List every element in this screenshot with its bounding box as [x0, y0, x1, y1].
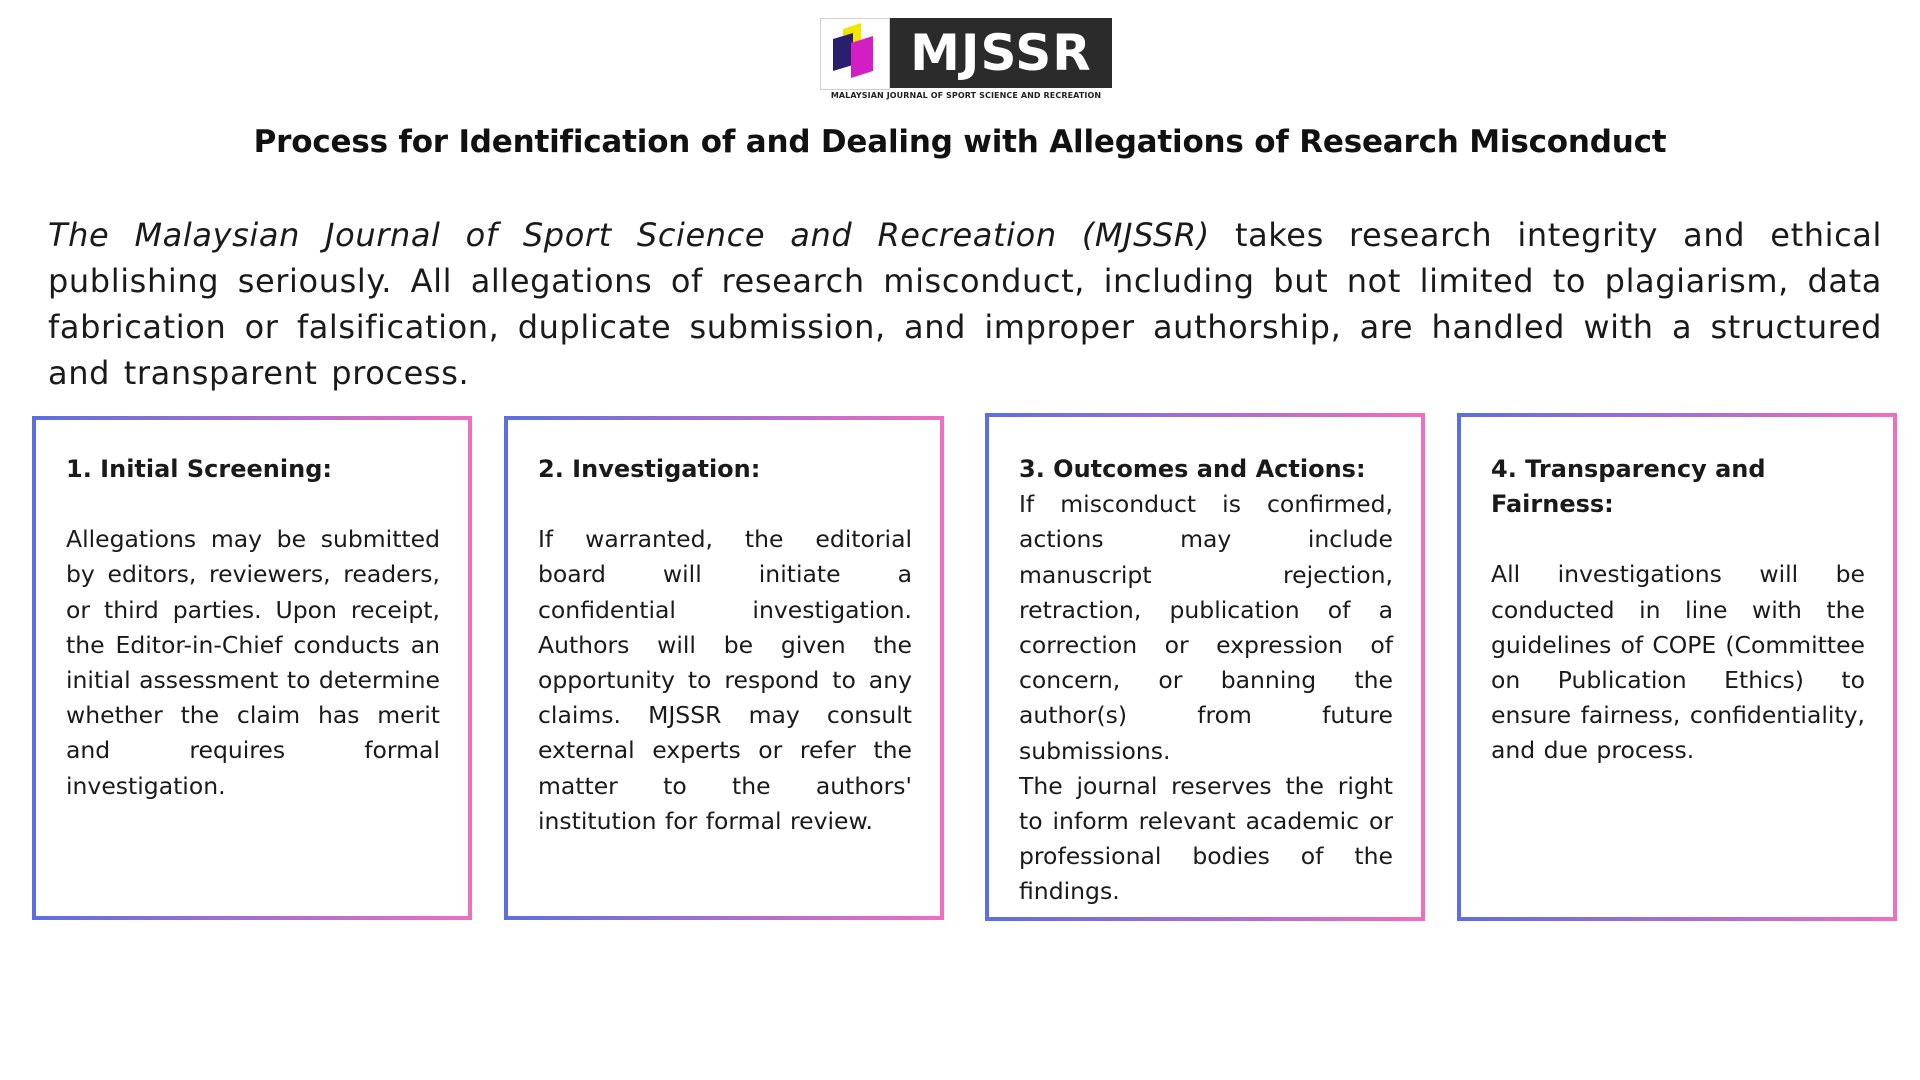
- card-heading: 1. Initial Screening:: [66, 455, 332, 483]
- card-body: If warranted, the editorial board will initiate a confidential investigation. Authors will be given the opportunity to respond to any claims. MJSSR may consult external experts or refer the matter to the authors' institution for formal review.: [538, 525, 912, 835]
- journal-name: The Malaysian Journal of Sport Science and Recreation (MJSSR): [48, 216, 1210, 254]
- card-investigation: [504, 416, 944, 920]
- page-title: Process for Identification of and Dealing with Allegations of Research Misconduct: [253, 124, 1667, 160]
- card-body-second: The journal reserves the right to inform relevant academic or professional bodies of the findings.: [1019, 771, 1393, 906]
- card-body: All investigations will be conducted in line with the guidelines of COPE (Committee on Publication Ethics) to ensure fairness, confidentiality, and due process.: [1491, 560, 1865, 765]
- card-outcomes-and-actions: [985, 413, 1425, 921]
- card-body: If misconduct is confirmed, actions may include manuscript rejection, retraction, publication of a correction or expression of concern, or banning the author(s) from future submissions.: [1019, 490, 1393, 765]
- card-body: Allegations may be submitted by editors, reviewers, readers, or third parties. Upon receipt, the Editor-in-Chief conducts an initial assessment to determine whether the claim has merit and requires formal investigation.: [66, 525, 440, 800]
- card-transparency-and-fairness: [1457, 413, 1897, 921]
- intro-text: takes research integrity and ethical publishing seriously. All allegations of research misconduct, including but not limited to plagiarism, data fabrication or falsification, duplicate submission, and improper authorship, are handled with a structured and transparent process.: [48, 216, 1882, 392]
- card-heading: 3. Outcomes and Actions:: [1019, 455, 1366, 483]
- card-initial-screening: [32, 416, 472, 920]
- card-heading: 4. Transparency and Fairness:: [1491, 455, 1766, 519]
- logo-mark-icon: [820, 18, 890, 90]
- logo-tagline: MALAYSIAN JOURNAL OF SPORT SCIENCE AND RECREATION: [830, 91, 1102, 100]
- card-heading: 2. Investigation:: [538, 455, 761, 483]
- intro-paragraph: [48, 212, 1882, 396]
- mjssr-logo: [820, 16, 1112, 104]
- logo-wordmark: MJSSR: [890, 18, 1112, 88]
